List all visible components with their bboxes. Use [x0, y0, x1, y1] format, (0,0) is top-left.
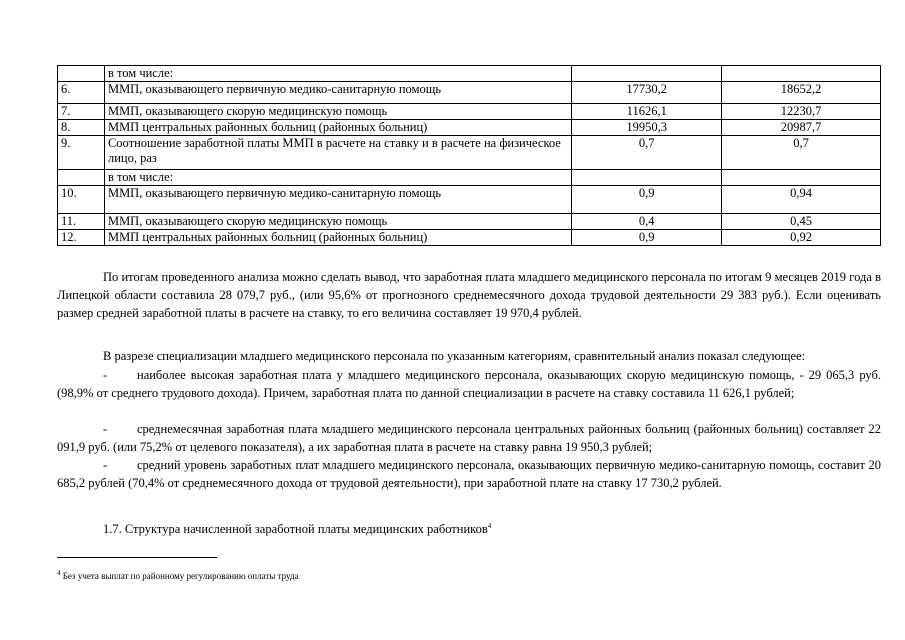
- row-number: 10.: [58, 186, 105, 214]
- table-row: [58, 66, 881, 82]
- row-number: 7.: [58, 104, 105, 120]
- bullet-item: [57, 366, 881, 402]
- row-value-1: 0,4: [572, 214, 722, 230]
- row-number: 8.: [58, 120, 105, 136]
- row-value-2: 18652,2: [722, 82, 881, 104]
- row-name: в том числе:: [104, 170, 571, 186]
- row-value-2: [722, 170, 881, 186]
- row-number: 6.: [58, 82, 105, 104]
- section-heading-text: 1.7. Структура начисленной заработной платы медицинских работников: [103, 522, 488, 537]
- bullet-dash: -: [103, 422, 108, 436]
- table-row: [58, 136, 881, 170]
- row-name: ММП, оказывающего первичную медико-санитарную помощь: [104, 82, 571, 104]
- footnote-text: Без учета выплат по районному регулированию оплаты труда: [62, 571, 299, 581]
- row-value-2: 0,45: [722, 214, 881, 230]
- footnote: [57, 567, 299, 582]
- analysis-paragraph: По итогам проведенного анализа можно сделать вывод, что заработная плата младшего медицинского персонала по итогам 9 месяцев 2019 года в Липецкой области составила 28 079,7 руб., (или 95,6% от прогнозного среднемесячного дохода трудовой деятельности 29 383 руб.). Если оценивать размер средней заработной платы в расчете на ставку, то его величина составляет 19 970,4 рублей.: [57, 270, 881, 320]
- table-row: [58, 214, 881, 230]
- comparison-intro-paragraph: В разрезе специализации младшего медицинского персонала по указанным категориям, сравнительный анализ показал следующее:: [103, 349, 806, 363]
- row-number: 12.: [58, 230, 105, 246]
- row-value-1: 11626,1: [572, 104, 722, 120]
- row-name: ММП центральных районных больниц (районных больниц): [104, 120, 571, 136]
- bullet-text: наиболее высокая заработная плата у младшего медицинского персонала, оказывающих скорую медицинскую помощь, - 29 065,3 руб. (98,9% от среднего трудового дохода). Причем, заработная плата по данной специализации в расчете на ставку составила 11 626,1 рублей;: [57, 368, 881, 400]
- row-name: Соотношение заработной платы ММП в расчете на ставку и в расчете на физическое лицо, раз: [104, 136, 571, 170]
- bullet-text: среднемесячная заработная плата младшего медицинского персонала центральных районных больниц (районных больниц) составляет 22 091,9 руб. (или 75,2% от целевого показателя), а их заработная плата в расчете на ставку равна 19 950,3 рублей;: [57, 422, 881, 454]
- table-row: [58, 230, 881, 246]
- row-value-2: 0,7: [722, 136, 881, 170]
- row-value-2: [722, 66, 881, 82]
- bullet-dash: -: [103, 458, 108, 472]
- row-value-2: 0,94: [722, 186, 881, 214]
- row-value-2: 12230,7: [722, 104, 881, 120]
- row-name: ММП, оказывающего скорую медицинскую помощь: [104, 104, 571, 120]
- bullet-dash: -: [103, 368, 108, 382]
- table-row: [58, 82, 881, 104]
- row-value-1: 0,9: [572, 230, 722, 246]
- row-value-2: 0,92: [722, 230, 881, 246]
- row-value-1: [572, 170, 722, 186]
- table-row: [58, 170, 881, 186]
- table-row: [58, 120, 881, 136]
- table-row: [58, 186, 881, 214]
- salary-table: [57, 65, 881, 246]
- bullet-item: [57, 456, 881, 492]
- table-row: [58, 104, 881, 120]
- row-name: ММП, оказывающего первичную медико-санитарную помощь: [104, 186, 571, 214]
- row-number: 9.: [58, 136, 105, 170]
- footnote-divider: [57, 557, 217, 558]
- row-number: [58, 170, 105, 186]
- row-name: ММП центральных районных больниц (районных больниц): [104, 230, 571, 246]
- row-name: ММП, оказывающего скорую медицинскую помощь: [104, 214, 571, 230]
- row-value-1: 17730,2: [572, 82, 722, 104]
- row-value-1: 0,9: [572, 186, 722, 214]
- row-number: 11.: [58, 214, 105, 230]
- row-value-1: [572, 66, 722, 82]
- footnote-mark: 4: [57, 569, 61, 577]
- row-value-1: 0,7: [572, 136, 722, 170]
- row-name: в том числе:: [104, 66, 571, 82]
- row-value-2: 20987,7: [722, 120, 881, 136]
- row-number: [58, 66, 105, 82]
- section-heading: [103, 518, 491, 537]
- bullet-text: средний уровень заработных плат младшего медицинского персонала, оказывающих первичную медико-санитарную помощь, составит 20 685,2 рублей (70,4% от среднемесячного дохода от трудовой деятельности), при заработной плате на ставку 17 730,2 рублей.: [57, 458, 881, 490]
- row-value-1: 19950,3: [572, 120, 722, 136]
- footnote-reference[interactable]: 4: [487, 522, 492, 530]
- bullet-item: [57, 420, 881, 456]
